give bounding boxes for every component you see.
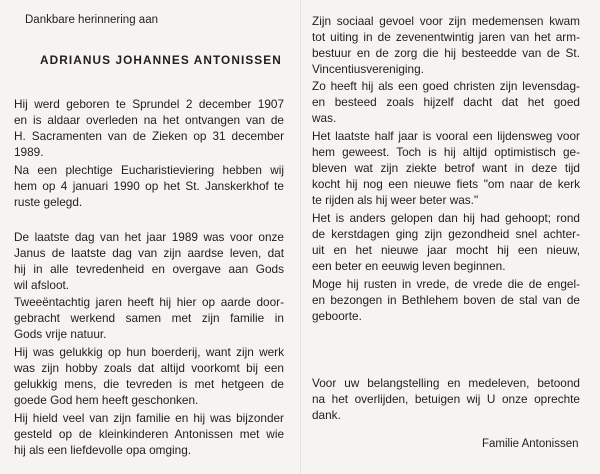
text-line: Het laatste half jaar is vooral een lijdensweg voor [312,129,580,143]
text-line: hij als een liefdevolle opa omging. [14,443,192,457]
deceased-name: ADRIANUS JOHANNES ANTONISSEN [40,53,282,67]
text-line: Voor uw belangstelling en medeleven, betoond [312,376,580,390]
text-line: gelukkig mens, die tevreden is met hetgeen de [14,377,284,391]
text-line: gebracht werkend samen met zijn familie in [14,311,284,325]
text-line: te rijden als hij weer beter was." [312,193,479,207]
text-line: Moge hij rusten in vrede, de vrede die de engel- [312,277,580,291]
text-line: was zijn hobby zoals dat altijd voorkomt bij een [14,361,284,375]
text-line: 1989. [14,145,44,159]
text-line: Hij werd geboren te Sprundel 2 december 1907 [14,97,284,111]
text-line: H. Sacramenten van de Zieken op 31 december [14,129,284,143]
text-line: wil afsloot. [14,278,70,292]
text-line: en is aldaar overleden na het ontvangen van de [14,113,284,127]
text-line: De laatste dag van het jaar 1989 was voor onze [14,230,284,244]
text-line: hem op 4 januari 1990 op het St. Janskerkhof te [14,179,284,193]
text-line: hij in alle tevredenheid en overgave aan Gods [14,262,284,276]
text-line: bestuur en de zorg die hij besteedde van de St. [312,46,580,60]
text-line: en besteed zoals hijzelf dacht dat het goed [312,95,580,109]
text-line: Janus de laatste dag van zijn aardse leven, dat [14,246,284,260]
text-line: bleven wat zijn ziekte betrof want in deze tijd [312,161,580,175]
text-line: Hij was gelukkig op hun boerderij, want zijn werk [14,345,284,359]
text-line: was. [312,111,337,125]
text-line: uit en het nieuwe jaar mocht hij een nieuw, [312,243,580,257]
text-line: Tweeëntachtig jaren heeft hij hier op aarde door- [14,295,284,309]
text-line: goede God hem heeft geschonken. [14,393,199,407]
text-line: kocht hij nog een nieuwe fiets "om naar de kerk [312,177,580,191]
family-signature: Familie Antonissen [482,438,579,450]
text-line: gesteld op de kleinkinderen Antonissen met wie [14,427,284,441]
text-line: Zijn sociaal gevoel voor zijn medemensen kwam [312,14,580,28]
card-fold [300,0,301,474]
text-line: dank. [312,408,341,422]
text-line: de kerstdagen ging zijn gezondheid snel achter- [312,227,580,241]
text-line: een beter en eeuwig leven beginnen. [312,259,506,273]
intro-text: Dankbare herinnering aan [25,14,158,26]
text-line: Vincentiusvereniging. [312,62,424,76]
text-line: geboorte. [312,309,362,323]
text-line: na het overlijden, betuigen wij U onze oprechte [312,392,580,406]
text-line: Gods vrije natuur. [14,327,107,341]
text-line: en bezongen in Bethlehem boven de stal van de [312,293,580,307]
text-line: hem geweest. Toch is hij altijd optimistisch ge- [312,145,580,159]
text-line: Zo heeft hij als een goed christen zijn levensdag- [312,79,580,93]
text-line: ruste gelegd. [14,195,83,209]
text-line: Het is anders gelopen dan hij had gehoopt; rond [312,211,580,225]
text-line: tot uiting in de zevenentwintig jaren van het arm- [312,30,580,44]
text-line: Na een plechtige Eucharistieviering hebben wij [14,163,284,177]
text-line: Hij hield veel van zijn familie en hij was bijzonder [14,411,284,425]
